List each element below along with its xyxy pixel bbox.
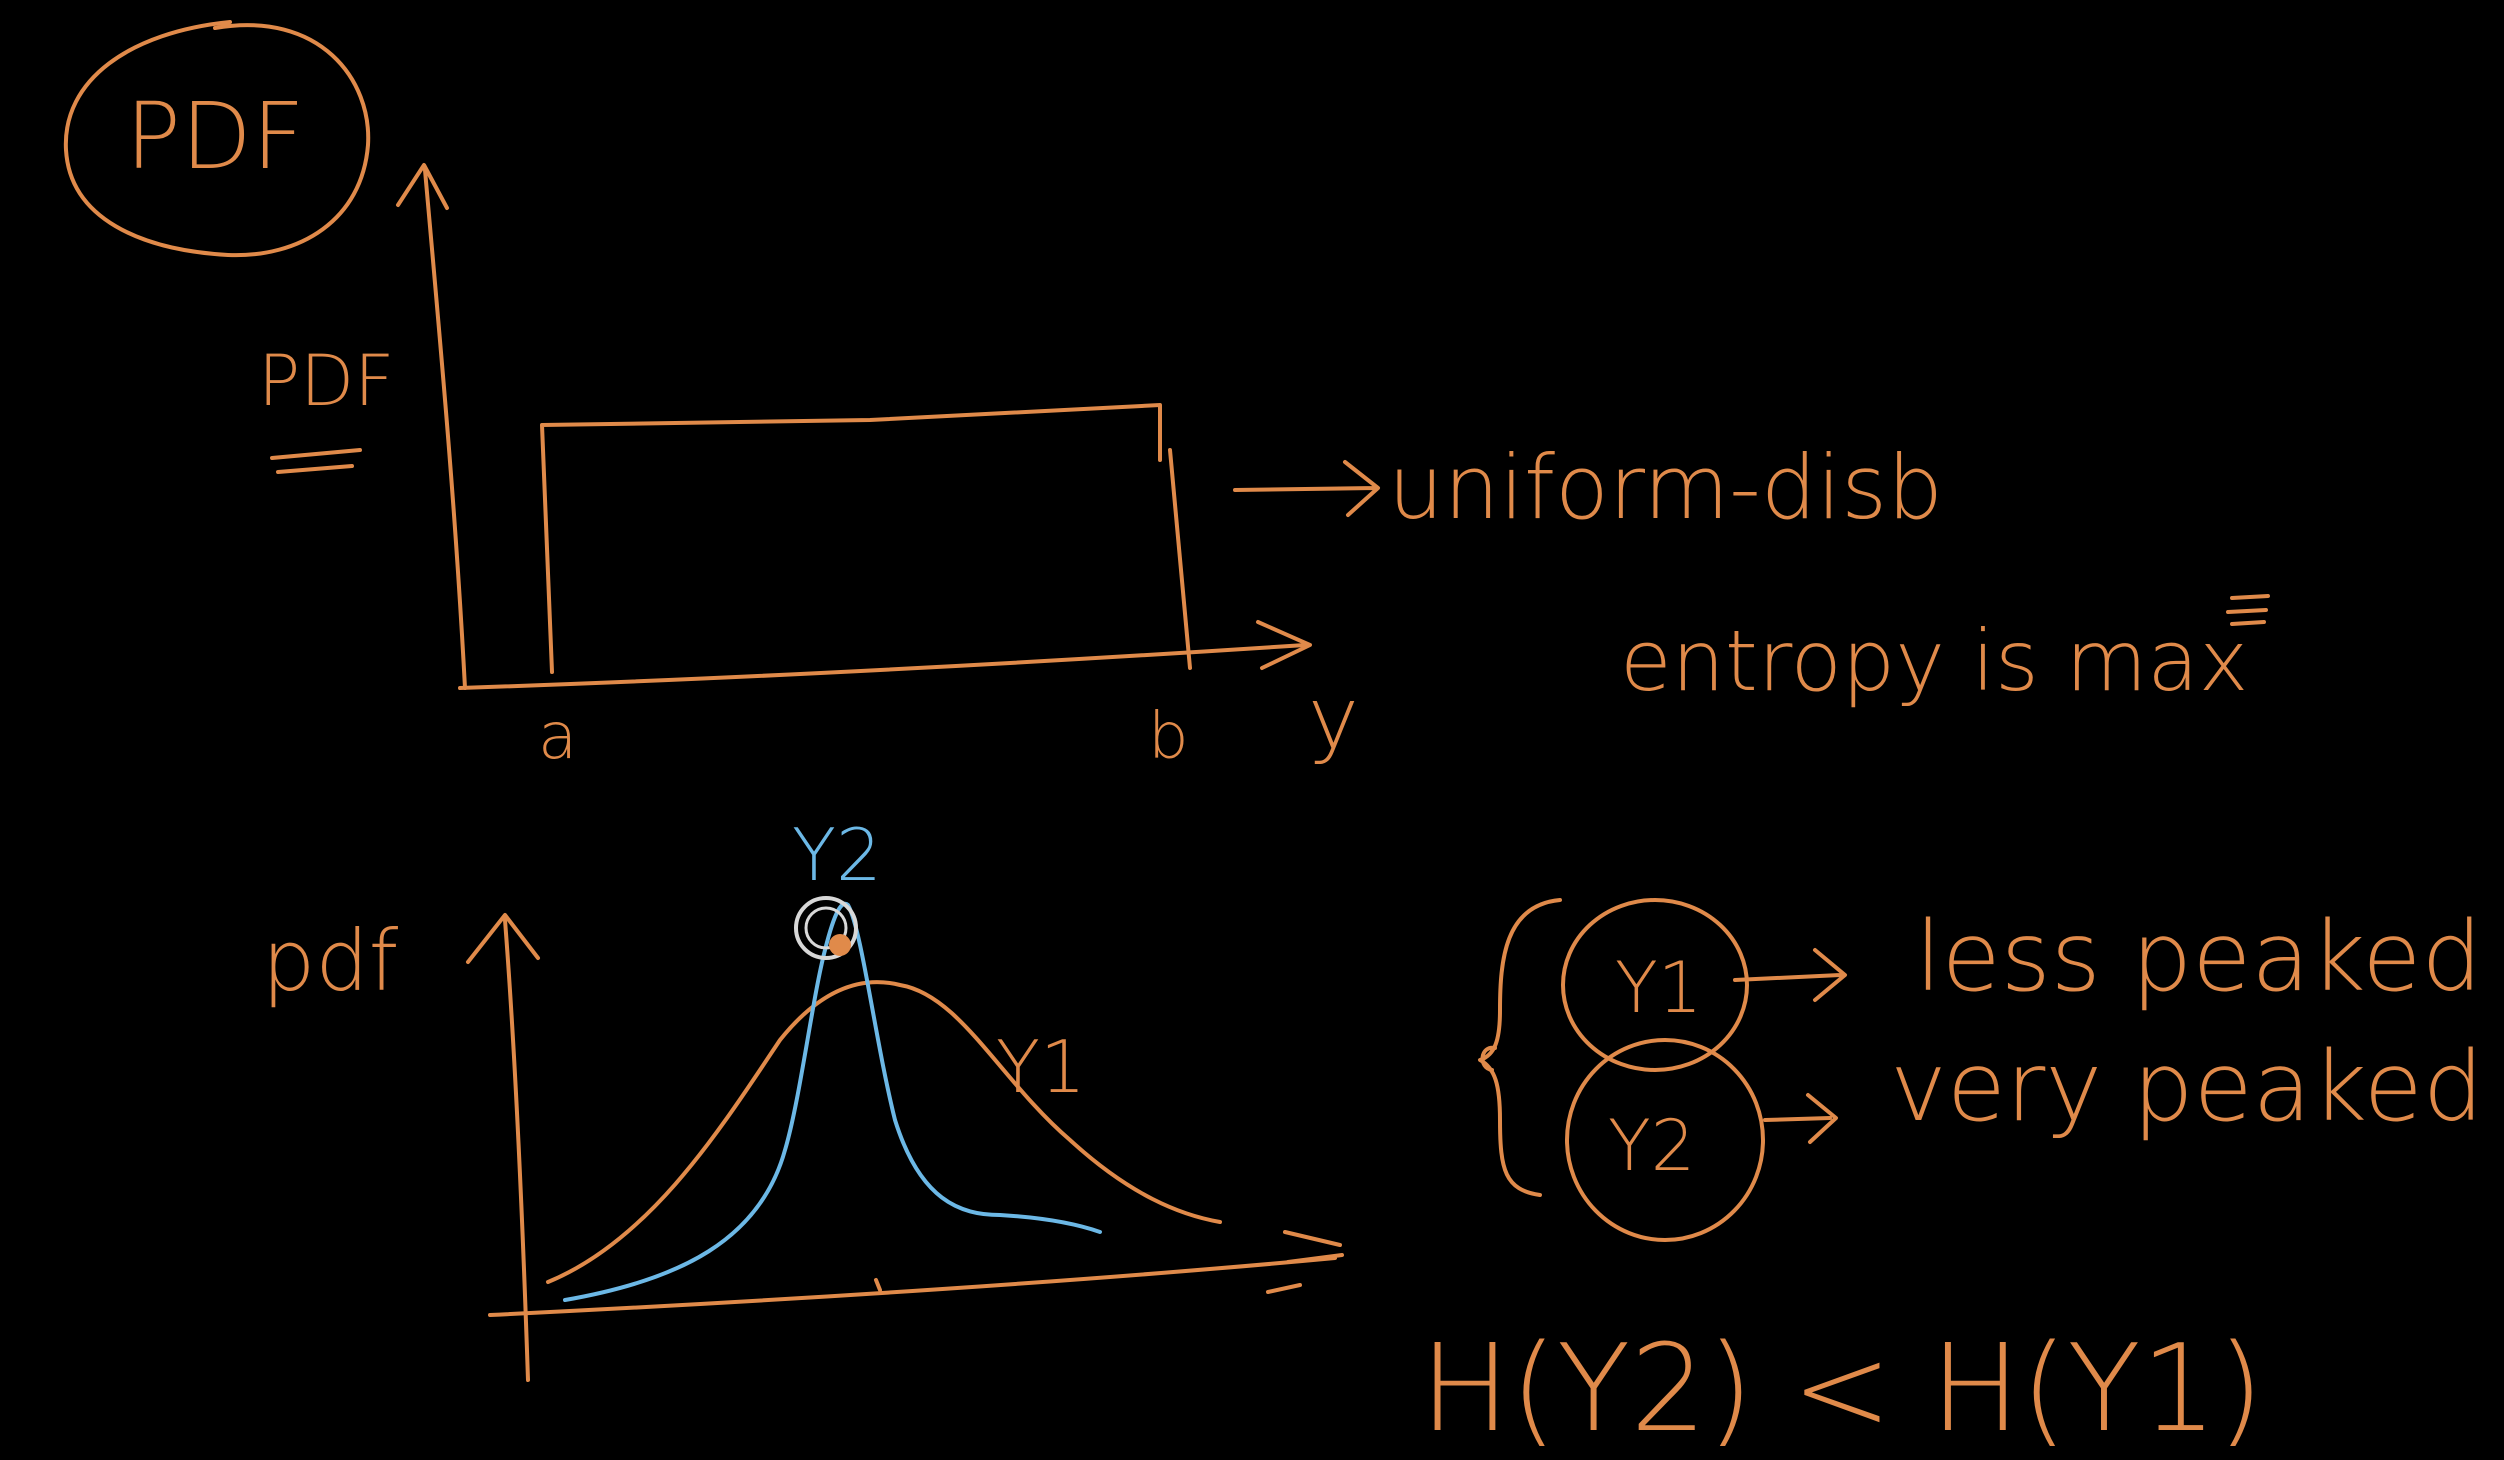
uniform-plot (258, 165, 1359, 774)
top-y-axis-label: PDF (258, 340, 395, 422)
uniform-annotation (1235, 436, 2268, 710)
top-y-axis (425, 170, 465, 688)
center-tick (876, 1280, 880, 1290)
arrow-y2 (1765, 1095, 1836, 1142)
very-peaked-note: very peaked (1890, 1031, 2484, 1143)
less-peaked-note: less peaked (1915, 901, 2483, 1013)
top-y-label-underline (272, 450, 360, 472)
tick-label-b: b (1148, 700, 1189, 774)
pdf-title-group (66, 22, 368, 255)
peaked-plot (262, 813, 1342, 1380)
curve-y2-label: Y2 (792, 813, 882, 897)
curve-y1 (548, 982, 1220, 1282)
comparison-annotation (1420, 900, 2484, 1459)
uniform-arrow (1235, 462, 1378, 515)
entropy-inequality: H(Y2) < H(Y1) (1420, 1320, 2264, 1459)
uniform-note: uniform-disb (1388, 436, 1943, 539)
bracket-y2-label: Y2 (1608, 1105, 1696, 1187)
top-x-axis (460, 645, 1305, 688)
pdf-title-label: PDF (125, 83, 305, 190)
curve-y1-label: Y1 (996, 1025, 1086, 1109)
top-y-axis-arrowhead (398, 165, 447, 208)
bottom-y-axis-arrowhead (468, 915, 538, 962)
tick-label-a: a (538, 700, 578, 774)
arrow-y1 (1735, 950, 1845, 1000)
bottom-y-axis (505, 920, 528, 1380)
bottom-x-axis (490, 1258, 1335, 1315)
pen-cursor-dot (829, 934, 851, 956)
bracket-y1-label: Y1 (1615, 947, 1703, 1029)
bottom-y-axis-label: pdf (262, 912, 399, 1010)
entropy-note: entropy is max (1620, 612, 2249, 710)
uniform-rectangle (542, 405, 1190, 672)
top-x-axis-label: y (1308, 669, 1359, 769)
